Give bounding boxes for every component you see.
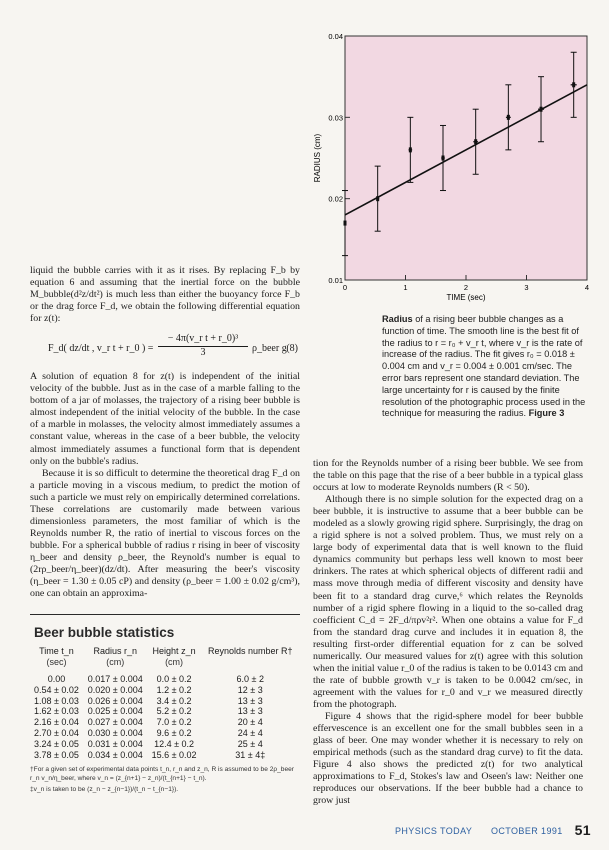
caption-lead: Radius bbox=[382, 314, 413, 324]
equation-8 bbox=[30, 331, 300, 367]
divider bbox=[30, 614, 300, 615]
table-row bbox=[30, 717, 300, 728]
table-cell: 7.0 ± 0.2 bbox=[156, 717, 192, 728]
table-cell: 1.2 ± 0.2 bbox=[156, 684, 192, 695]
y-tick-label: 0.04 bbox=[328, 32, 343, 41]
footnote: †For a given set of experimental data points t_n, r_n and z_n, R is assumed to be 2ρ_beer r_n v_n/η_beer, where v_n = (z_{n+1} − z_n)/(t_{n+1} − t_n). bbox=[30, 766, 294, 782]
unit-height: (cm) bbox=[165, 657, 184, 667]
y-tick-label: 0.01 bbox=[328, 276, 343, 285]
issue-date: OCTOBER 1991 bbox=[491, 826, 563, 836]
table-cell: 3.24 ± 0.05 bbox=[33, 738, 79, 749]
table-row bbox=[30, 728, 300, 739]
paragraph: A solution of equation 8 for z(t) is independent of the initial velocity of the bubble. Just as in the case of a marble falling to the bottom of a jar of molasses, the trajectory of a rising beer bubble is almost independent of the initial velocity of the bubble. In the case of a marble in molasses, the velocity almost immediately assumes a constant value, whereas in the case of a beer bubble, the velocity almost immediately assumes a functional form that is dependent only on the bubble's radius. bbox=[30, 371, 300, 467]
x-axis-label: TIME (sec) bbox=[446, 293, 486, 302]
figure-label: Figure 3 bbox=[528, 408, 565, 419]
table-cell: 12 ± 3 bbox=[237, 684, 263, 695]
equation-numerator: − 4π(v_r t + r_0)³ bbox=[158, 333, 248, 347]
table-row bbox=[30, 706, 300, 717]
table-row bbox=[30, 696, 300, 707]
table-cell: 0.034 ± 0.004 bbox=[87, 749, 143, 760]
table-cell: 25 ± 4 bbox=[237, 738, 263, 749]
paragraph: tion for the Reynolds number of a rising beer bubble. We see from the table on this page that the rise of a beer bubble in a typical glass occurs at low to moderate Reynolds numbers (R < 50). bbox=[313, 458, 583, 494]
x-tick-label: 1 bbox=[403, 283, 408, 292]
x-tick-label: 2 bbox=[463, 283, 469, 292]
table-row bbox=[30, 739, 300, 750]
table-cell: 3.4 ± 0.2 bbox=[156, 695, 192, 706]
table-cell: 0.00 bbox=[47, 674, 66, 684]
unit-radius: (cm) bbox=[106, 657, 125, 667]
header-radius: Radius r_n bbox=[93, 646, 138, 656]
page-number: 51 bbox=[574, 822, 591, 838]
paragraph: Figure 4 shows that the rigid-sphere model for beer bubble effervescence is an excellent one for the small bubbles seen in a glass of beer. One may wonder whether it is necessary to rely on empirical methods (such as the standard drag curve) to fit the data. Figure 4 also shows the predicted z(t) for two analytical approximations to F_d, Stokes's law and Oseen's law: Neither one reproduces our observations. If the beer bubble had a chance to grow just bbox=[313, 710, 583, 807]
table-row bbox=[30, 685, 300, 696]
equation-lhs: F_d( dz/dt , v_r t + r_0 ) = bbox=[48, 343, 154, 355]
paragraph: liquid the bubble carries with it as it rises. By replacing F_b by equation 6 and assuming that the inertial force on the bubble M_bubble(d²z/dt²) is much less than either the buoyancy force F_b or the drag force F_d, we obtain the following differential equation for z(t): bbox=[30, 265, 300, 325]
equation-fraction bbox=[158, 333, 248, 359]
table-cell: 1.08 ± 0.03 bbox=[33, 695, 79, 706]
table-cell: 15.6 ± 0.02 bbox=[151, 749, 197, 760]
statistics-table bbox=[30, 646, 300, 760]
table-cell: 0.027 ± 0.004 bbox=[87, 717, 143, 728]
point-marker bbox=[507, 115, 510, 120]
table-cell: 9.6 ± 0.2 bbox=[156, 727, 192, 738]
paragraph: Although there is no simple solution for the expected drag on a beer bubble, it is instructive to assume that a beer bubble can be modeled as a slowly growing rigid sphere. Surprisingly, the drag on a rigid sphere is not a solved problem. Thus, we must rely on a large body of experimental data that is well known to the fluid dynamics community but perhaps less well known to most beer drinkers. The rates at which spherical objects of different radii and mass move through media of different viscosity and density have been fit to a standard drag curve,⁶ which relates the Reynolds number of a rigid sphere flowing in a liquid to the so-called drag coefficient C_d = 2F_d/πρv²r². When one obtains a value for F_d from the standard drag curve and includes it in equation 8, the resulting first-order differential equation for z can be solved numerically. Our measured values for z(t) agree with this solution when the initial value r_0 of the radius is taken to be 0.0143 cm and the rate of bubble growth v_r is taken to be 0.0042 cm/sec, in agreement with the values for r_0 and v_r we measured directly from the photograph. bbox=[313, 494, 583, 710]
x-tick-label: 0 bbox=[342, 283, 348, 292]
table-cell: 0.54 ± 0.02 bbox=[33, 684, 79, 695]
point-marker bbox=[344, 221, 347, 226]
caption-body: of a rising beer bubble changes as a function of time. The smooth line is the best fit of the radius to r = r₀ + v_r t, where v_r is the rate of increase of the radius. The fit gives r₀ = 0.018 ± 0.004 cm and v_r = 0.004 ± 0.001 cm/sec. The error bars represent one standard deviation. The large uncertainty for r is caused by the finite resolution of the photographic process used in the technique for measuring the radius. bbox=[382, 314, 586, 419]
point-marker bbox=[376, 196, 379, 201]
table-cell: 13 ± 3 bbox=[237, 706, 263, 717]
table-cell: 6.0 ± 2 bbox=[236, 674, 264, 684]
point-marker bbox=[540, 107, 543, 112]
right-text-column bbox=[313, 458, 583, 807]
table-cell: 0.017 ± 0.004 bbox=[87, 674, 143, 684]
beer-bubble-statistics bbox=[30, 614, 300, 796]
equation-rhs: ρ_beer g bbox=[252, 343, 287, 355]
header-time: Time t_n bbox=[39, 646, 74, 656]
table-cell: 0.020 ± 0.004 bbox=[87, 684, 143, 695]
table-header-row bbox=[30, 646, 300, 657]
table-cell: 0.031 ± 0.004 bbox=[87, 738, 143, 749]
table-cell: 0.025 ± 0.004 bbox=[87, 706, 143, 717]
point-marker bbox=[442, 156, 445, 161]
point-marker bbox=[474, 139, 477, 144]
table-title: Beer bubble statistics bbox=[34, 625, 175, 640]
table-cell: 3.78 ± 0.05 bbox=[33, 749, 79, 760]
point-marker bbox=[572, 82, 575, 87]
header-height: Height z_n bbox=[152, 646, 196, 656]
table-cell: 13 ± 3 bbox=[237, 695, 263, 706]
table-cell: 1.62 ± 0.03 bbox=[33, 706, 79, 717]
table-cell: 0.026 ± 0.004 bbox=[87, 695, 143, 706]
magazine-name: PHYSICS TODAY bbox=[395, 826, 473, 836]
left-text-column bbox=[30, 265, 300, 600]
table-cell: 20 ± 4 bbox=[237, 717, 263, 728]
y-tick-label: 0.03 bbox=[328, 113, 343, 123]
radius-vs-time-chart bbox=[315, 30, 590, 305]
table-units-row bbox=[30, 657, 300, 674]
header-reynolds: Reynolds number R† bbox=[207, 646, 293, 656]
unit-time: (sec) bbox=[46, 657, 67, 667]
y-axis-label: RADIUS (cm) bbox=[313, 133, 322, 183]
paragraph: Because it is so difficult to determine the theoretical drag F_d on a particle moving in a viscous medium, to predict the motion of such a particle we must rely on empirically determined correlations. These correlations are customarily made between various dimensionless parameters, the most familiar of which is the Reynolds number R, the ratio of inertial to viscous forces on the bubble. For a spherical bubble of radius r rising in beer of viscosity η_beer and density ρ_beer, the Reynold's number is equal to (2rρ_beer/η_beer)(dz/dt). After measuring the beer's viscosity (η_beer = 1.30 ± 0.05 cP) and density (ρ_beer = 1.00 ± 0.02 g/cm³), one can obtain an approxima- bbox=[30, 467, 300, 600]
x-tick-label: 3 bbox=[524, 283, 529, 292]
table-cell: 2.16 ± 0.04 bbox=[33, 717, 79, 728]
footnote: ‡v_n is taken to be (z_n − z_{n−1})/(t_n − t_{n−1}). bbox=[30, 785, 179, 793]
table-cell: 5.2 ± 0.2 bbox=[156, 706, 192, 717]
table-cell: 31 ± 4‡ bbox=[235, 749, 266, 760]
plot-area bbox=[345, 36, 587, 280]
equation-denominator: 3 bbox=[200, 347, 206, 359]
x-tick-label: 4 bbox=[584, 283, 590, 292]
table-row bbox=[30, 750, 300, 761]
unit-reynolds bbox=[201, 657, 300, 674]
table-cell: 24 ± 4 bbox=[237, 727, 263, 738]
table-row bbox=[30, 674, 300, 685]
table-cell: 0.030 ± 0.004 bbox=[87, 727, 143, 738]
table-cell: 0.0 ± 0.2 bbox=[156, 674, 192, 684]
table-cell: 2.70 ± 0.04 bbox=[33, 727, 79, 738]
y-tick-label: 0.02 bbox=[328, 194, 343, 204]
equation-number: (8) bbox=[286, 343, 298, 355]
table-cell: 12.4 ± 0.2 bbox=[154, 738, 195, 749]
point-marker bbox=[409, 147, 412, 152]
table-footnotes bbox=[30, 766, 300, 794]
figure-caption bbox=[382, 314, 587, 420]
